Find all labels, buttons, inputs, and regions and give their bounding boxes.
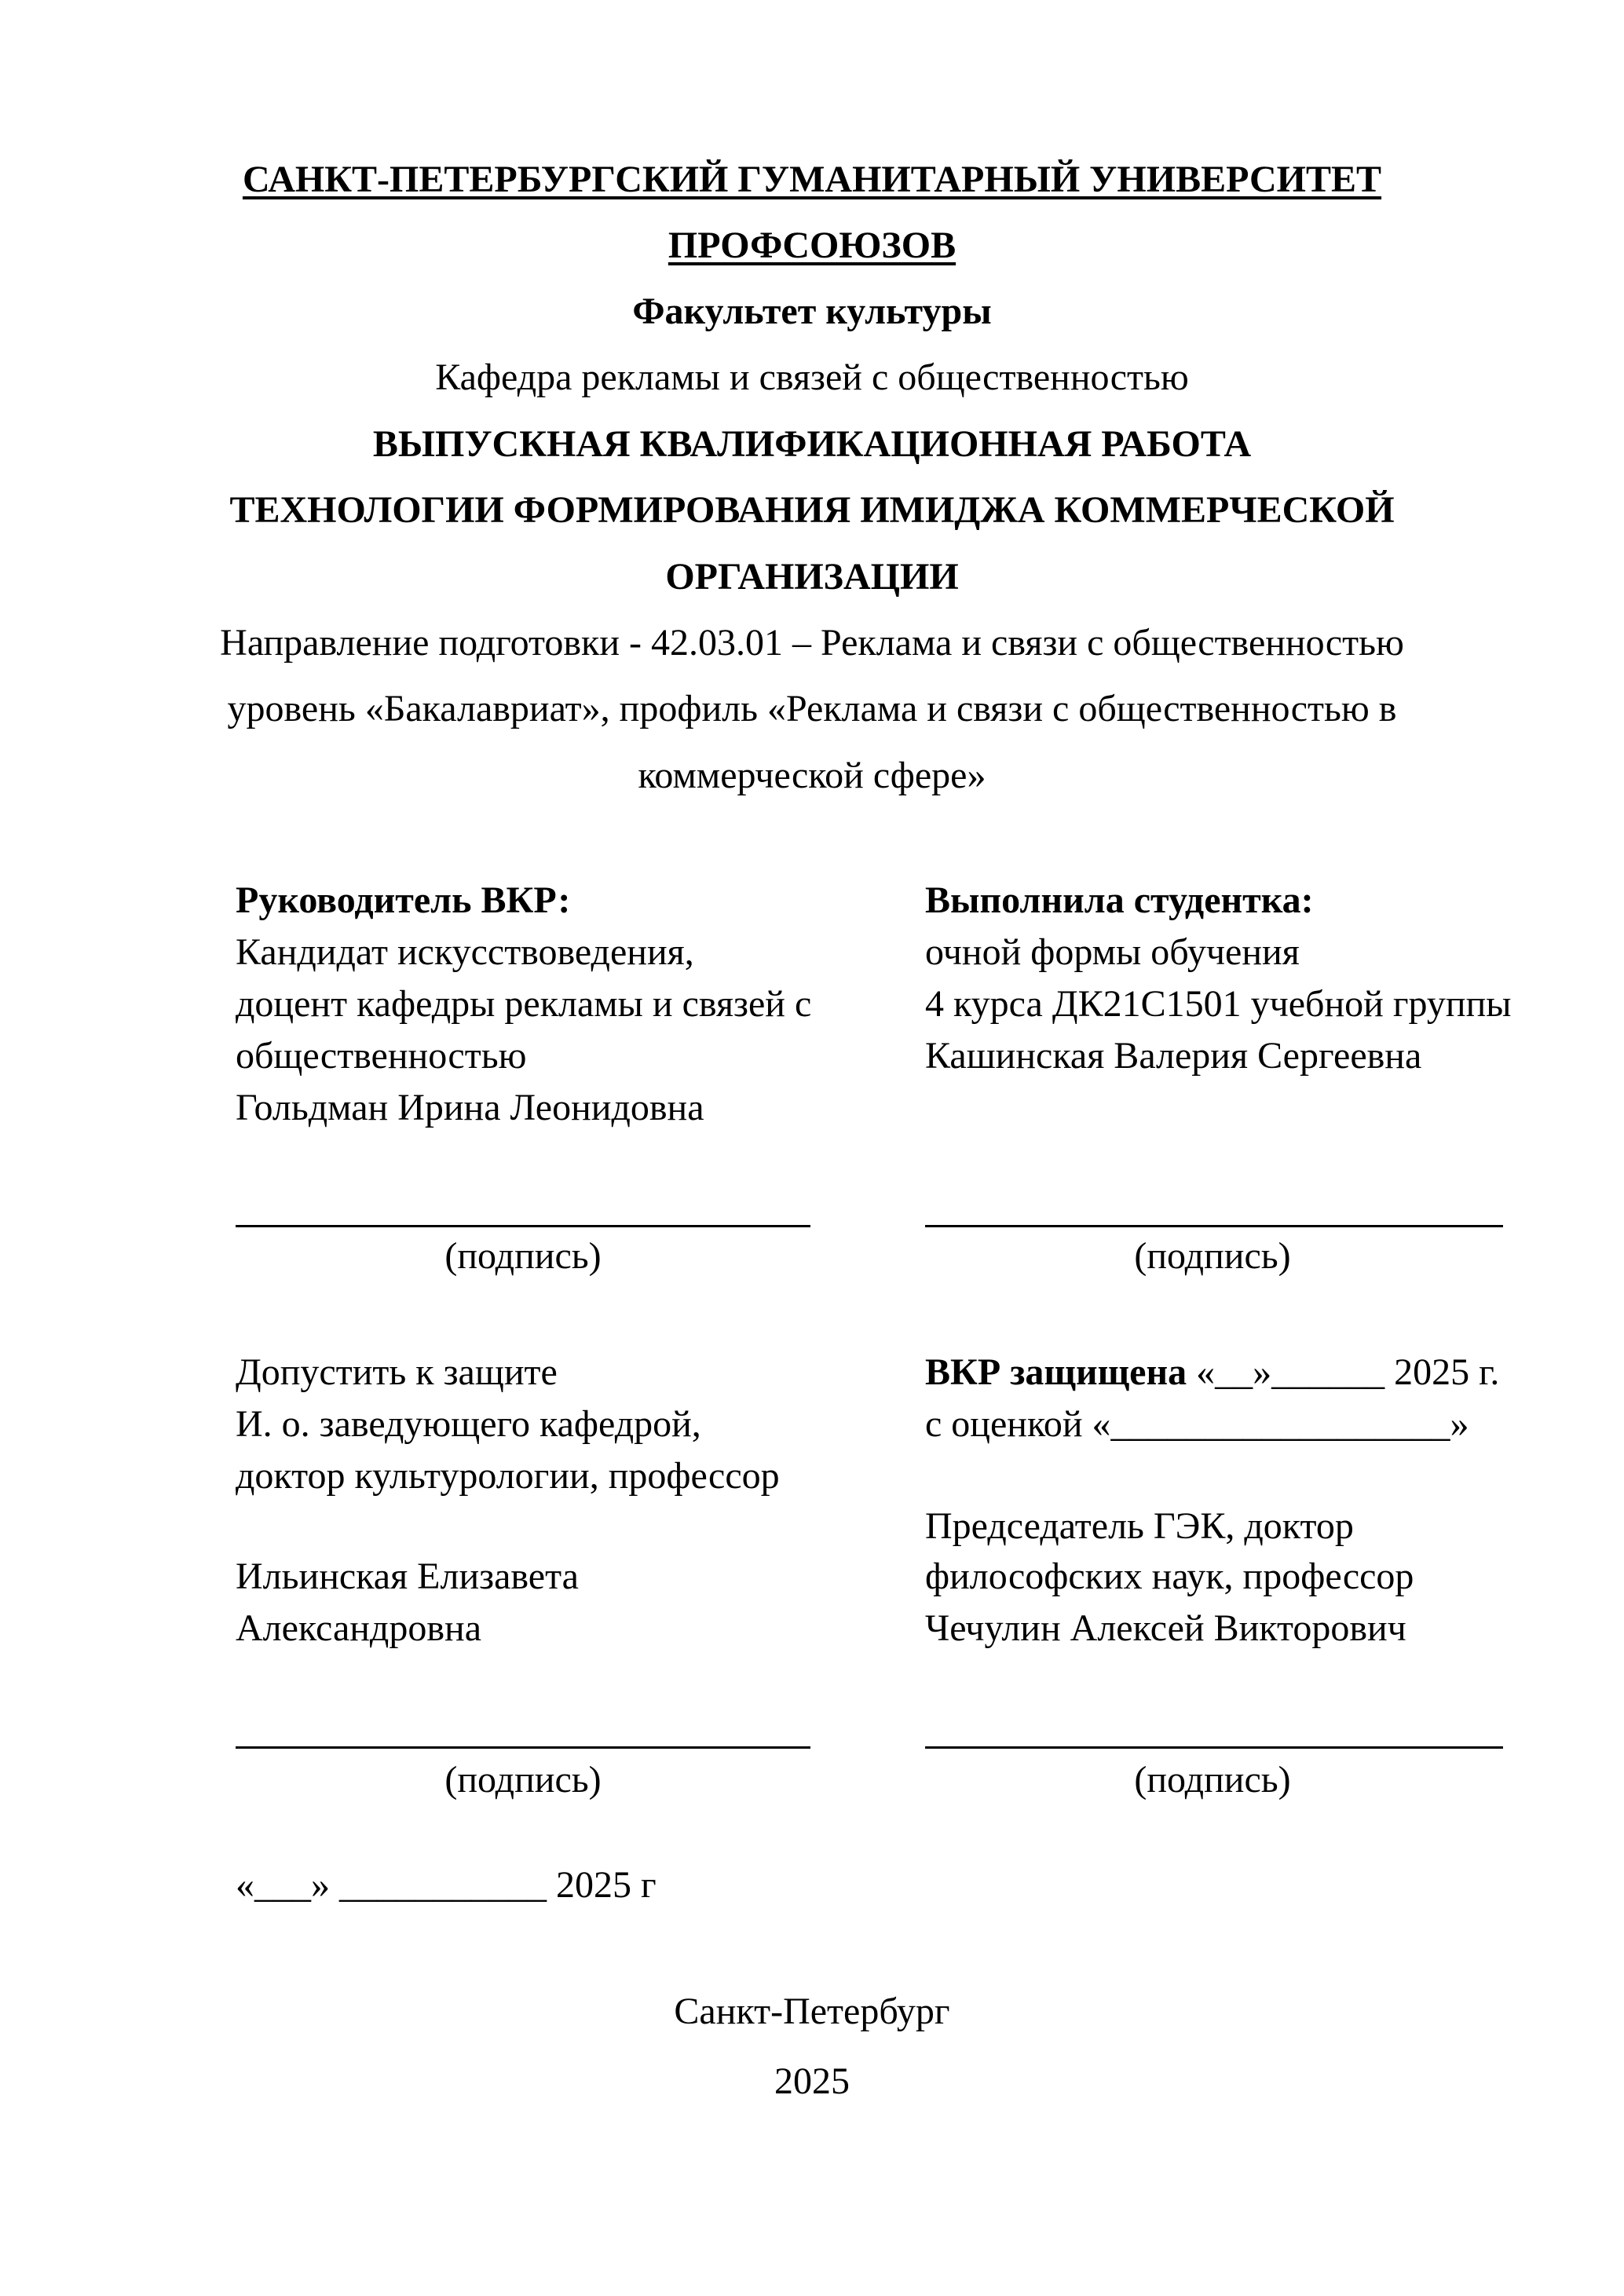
student-line: 4 курса ДК21С1501 учебной группы [925,983,1512,1025]
thesis-title-line1: ТЕХНОЛОГИИ ФОРМИРОВАНИЯ ИМИДЖА КОММЕРЧЕСКОЙ [229,489,1395,531]
signature-line [925,1225,1503,1227]
signature-caption: (подпись) [444,1235,602,1277]
city: Санкт-Петербург [674,1991,950,2032]
student-heading: Выполнила студентка: [925,879,1314,921]
defense-date-line [925,1347,1499,1398]
chair-line: философских наук, профессор [925,1556,1414,1597]
work-type: ВЫПУСКНАЯ КВАЛИФИКАЦИОННАЯ РАБОТА [372,423,1252,465]
supervisor-name: Гольдман Ирина Леонидовна [236,1087,704,1128]
student-line: очной формы обучения [925,931,1300,973]
university-name-line2: ПРОФСОЮЗОВ [668,225,956,266]
admission-line: Допустить к защите [236,1351,558,1393]
defense-heading: ВКР защищена [925,1351,1187,1393]
admission-line: доктор культурологии, профессор [236,1455,780,1497]
direction-line3: коммерческой сфере» [638,755,986,796]
signature-caption: (подпись) [1134,1235,1291,1277]
head-name-line: Ильинская Елизавета [236,1556,579,1597]
faculty: Факультет культуры [632,291,992,332]
university-name-line1: САНКТ-ПЕТЕРБУРГСКИЙ ГУМАНИТАРНЫЙ УНИВЕРСИТЕТ [242,159,1382,200]
head-name-line: Александровна [236,1607,482,1649]
supervisor-line: Кандидат искусствоведения, [236,931,694,973]
defense-grade: с оценкой «__________________» [925,1403,1469,1445]
supervisor-heading: Руководитель ВКР: [236,879,571,921]
signature-line [236,1225,810,1227]
chair-name: Чечулин Алексей Викторович [925,1607,1406,1649]
direction-line2: уровень «Бакалавриат», профиль «Реклама и связи с общественностью в [227,688,1397,729]
signature-caption: (подпись) [1134,1759,1291,1801]
supervisor-line: доцент кафедры рекламы и связей с [236,983,812,1025]
year: 2025 [774,2060,850,2102]
thesis-title-line2: ОРГАНИЗАЦИИ [665,556,959,598]
chair-line: Председатель ГЭК, доктор [925,1505,1354,1547]
signature-caption: (подпись) [444,1759,602,1801]
defense-date: «__»______ 2025 г. [1187,1351,1500,1393]
student-name: Кашинская Валерия Сергеевна [925,1035,1422,1077]
signature-line [236,1746,810,1749]
direction-line1: Направление подготовки - 42.03.01 – Реклама и связи с общественностью [220,622,1404,664]
admission-line: И. о. заведующего кафедрой, [236,1403,701,1445]
signature-line [925,1746,1503,1749]
department: Кафедра рекламы и связей с общественностью [435,356,1189,398]
supervisor-line: общественностью [236,1035,527,1077]
admission-date: «___» ___________ 2025 г [236,1864,657,1906]
